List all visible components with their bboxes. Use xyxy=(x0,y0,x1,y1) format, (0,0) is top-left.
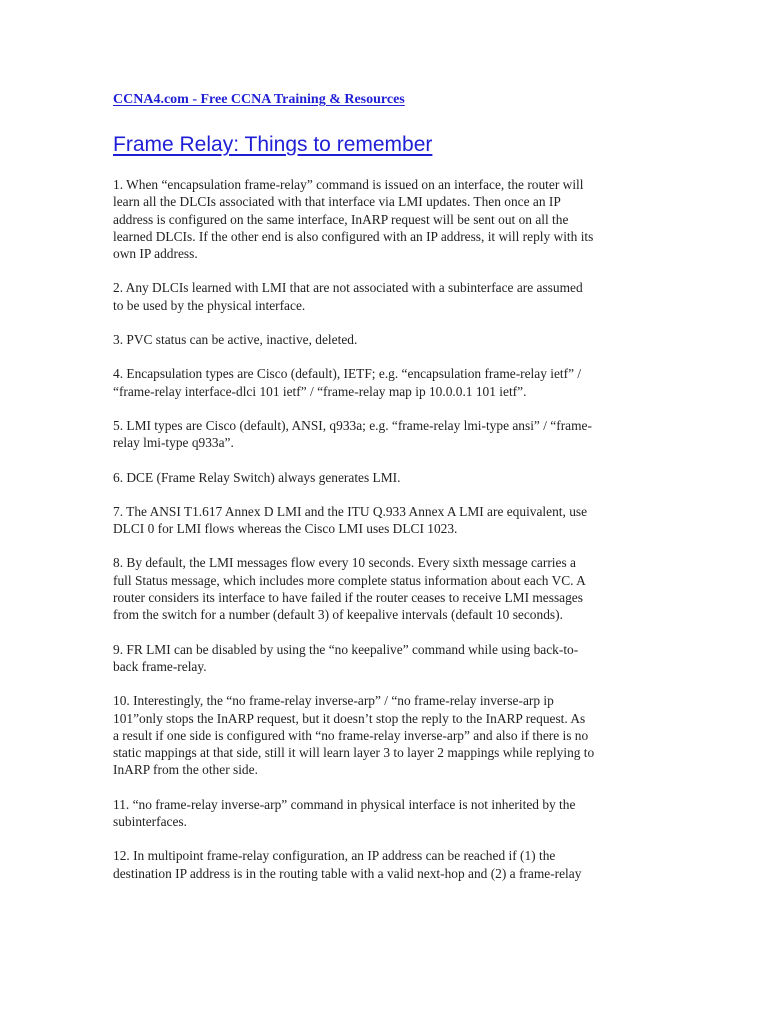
item-list xyxy=(113,176,658,882)
list-item: 11. “no frame-relay inverse-arp” command in physical interface is not inherited by the subinterfaces. xyxy=(113,796,576,830)
list-item: 2. Any DLCIs learned with LMI that are not associated with a subinterface are assumed to be used by the physical interface. xyxy=(113,280,583,313)
list-item: 6. DCE (Frame Relay Switch) always generates LMI. xyxy=(113,469,401,485)
list-item: 8. By default, the LMI messages flow every 10 seconds. Every sixth message carries a full Status message, which includes more complete status information about each VC. A router considers its interface to have failed if the router ceases to receive LMI messages from the switch for a number (default 3) of keepalive intervals (default 10 seconds). xyxy=(113,555,586,623)
list-item: 5. LMI types are Cisco (default), ANSI, q933a; e.g. “frame-relay lmi-type ansi” / “frame- relay lmi-type q933a”. xyxy=(113,417,592,451)
list-item: 7. The ANSI T1.617 Annex D LMI and the ITU Q.933 Annex A LMI are equivalent, use DLCI 0 for LMI flows whereas the Cisco LMI uses DLCI 1023. xyxy=(113,503,588,537)
list-item: 4. Encapsulation types are Cisco (default), IETF; e.g. “encapsulation frame-relay ietf” / “frame-relay interface-dlci 101 ietf” / “frame-relay map ip 10.0.0.1 101 ietf”. xyxy=(113,366,582,399)
page-title: Frame Relay: Things to remember xyxy=(113,133,433,156)
document-content xyxy=(113,90,658,899)
list-item: 3. PVC status can be active, inactive, deleted. xyxy=(113,332,358,348)
list-item: 10. Interestingly, the “no frame-relay inverse-arp” / “no frame-relay inverse-arp ip 101”only stops the InARP request, but it doesn’t stop the reply to the InARP request. As a result if one side is configured with “no frame-relay inverse-arp” and also if there is no static mappings at that side, still it will learn layer 3 to layer 2 mappings while replying to InARP from the other side. xyxy=(113,693,595,778)
site-link[interactable]: CCNA4.com - Free CCNA Training & Resources xyxy=(113,92,405,107)
list-item: 12. In multipoint frame-relay configuration, an IP address can be reached if (1) the destination IP address is in the routing table with a valid next-hop and (2) a frame-relay xyxy=(113,848,582,881)
list-item: 9. FR LMI can be disabled by using the “no keepalive” command while using back-to- back frame-relay. xyxy=(113,641,579,674)
list-item: 1. When “encapsulation frame-relay” command is issued on an interface, the router will learn all the DLCIs associated with that interface via LMI updates. Then once an IP address is configured on the same interface, InARP request will be sent out on all the learned DLCIs. If the other end is also configured with an IP address, it will reply with its own IP address. xyxy=(113,177,594,262)
